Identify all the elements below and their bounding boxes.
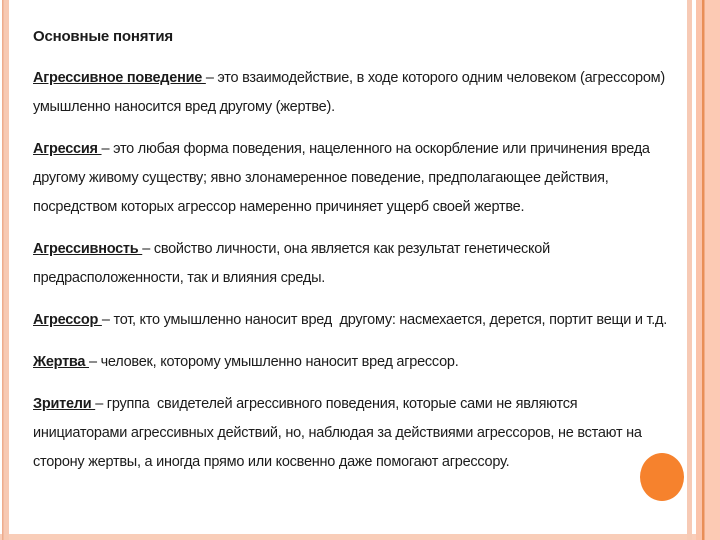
definition-text: – человек, которому умышленно наносит вред агрессор. [89,354,459,370]
term-definition-paragraph [33,306,669,335]
term-text: Агрессивное поведение [33,70,206,86]
bottom-border-band [0,534,720,540]
term-definition-paragraph [33,348,669,377]
term-text: Жертва [33,354,90,370]
definition-text: – это любая форма поведения, нацеленного на оскорбление или причинения вреда другому живому существу; явно злонамеренное поведение, предполагающее действия, посредством которых агрессор намеренно причиняет ущерб своей жертве. [33,141,654,215]
left-border-stripe [2,0,9,540]
definition-text: – группа свидетелей агрессивного поведения, которые сами не являются инициаторами агрессивных действий, но, наблюдая за действиями агрессоров, не встают на сторону жертвы, а иногда прямо или косвенно даже помогают агрессору. [33,396,646,470]
definition-text: – тот, кто умышленно наносит вред другому: насмехается, дерется, портит вещи и т.д. [101,312,668,328]
term-definition-paragraph [33,390,669,477]
right-border-band [696,0,720,540]
term-text: Зрители [33,396,96,412]
term-definition-paragraph [33,235,669,293]
definition-text: – это взаимодействие, в ходе которого одним человеком (агрессором) умышленно наносится вред другому (жертве). [33,70,669,115]
term-text: Агрессор [33,312,102,328]
term-text: Агрессия [33,141,102,157]
term-definition-paragraph [33,135,669,222]
term-definition-paragraph [33,64,669,122]
term-text: Агрессивность [33,241,143,257]
right-border-stripe-thin [687,0,692,540]
definition-text: – свойство личности, она является как результат генетической предрасположенности, так и влияния среды. [33,241,554,286]
slide-title: Основные понятия [33,28,173,45]
slide-body [33,22,669,477]
